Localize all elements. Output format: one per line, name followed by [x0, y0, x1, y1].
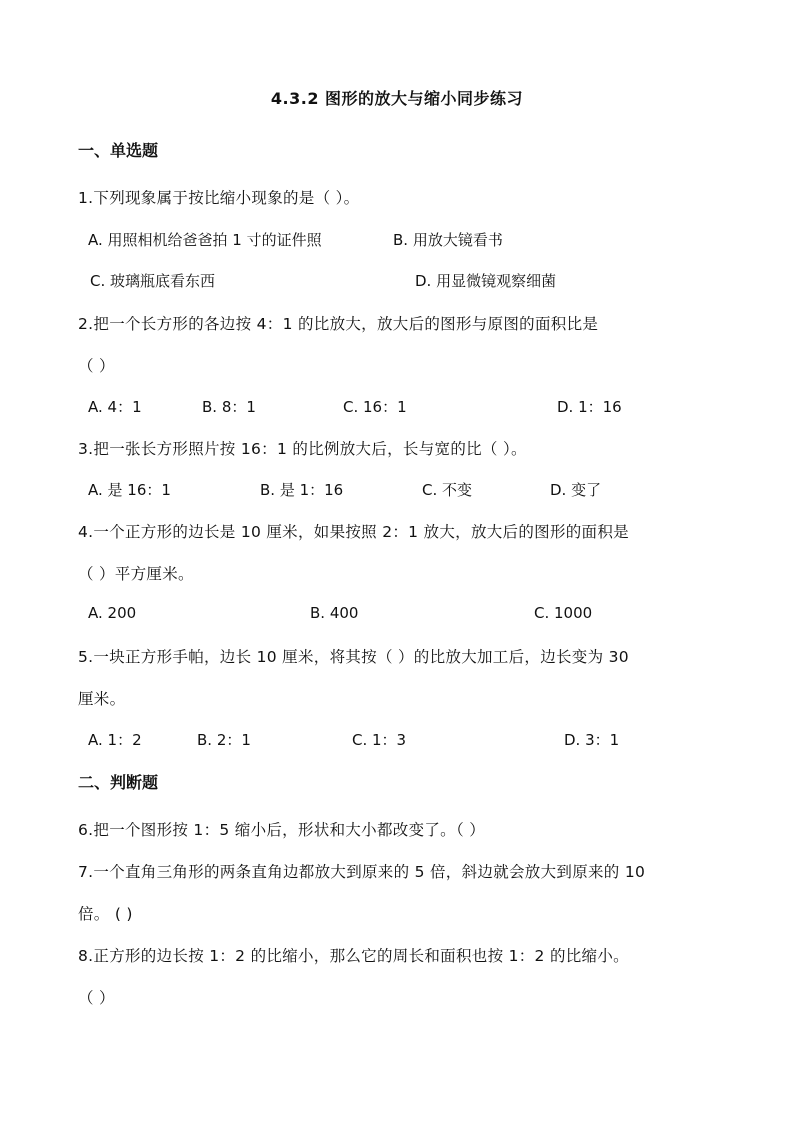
question-2-stem-line1: 2.把一个长方形的各边按 4：1 的比放大，放大后的图形与原图的面积比是	[78, 315, 599, 333]
question-3-option-a[interactable]: A. 是 16：1	[88, 481, 171, 499]
question-2-option-d[interactable]: D. 1：16	[557, 398, 622, 416]
question-8-stem-line1: 8.正方形的边长按 1：2 的比缩小，那么它的周长和面积也按 1：2 的比缩小。	[78, 947, 629, 965]
question-7-stem-line1: 7.一个直角三角形的两条直角边都放大到原来的 5 倍，斜边就会放大到原来的 10	[78, 863, 646, 881]
question-6-stem: 6.把一个图形按 1：5 缩小后，形状和大小都改变了。（ ）	[78, 821, 486, 839]
question-3-option-b[interactable]: B. 是 1：16	[260, 481, 344, 499]
question-5-option-b[interactable]: B. 2：1	[197, 731, 251, 749]
question-1-stem: 1.下列现象属于按比缩小现象的是（ ）。	[78, 189, 360, 207]
question-5-option-c[interactable]: C. 1：3	[352, 731, 407, 749]
question-4-stem-line2: （ ）平方厘米。	[78, 565, 194, 583]
section-true-false: 二、判断题	[78, 773, 159, 792]
question-3-option-d[interactable]: D. 变了	[550, 481, 602, 499]
question-5-option-d[interactable]: D. 3：1	[564, 731, 620, 749]
page-title: 4.3.2 图形的放大与缩小同步练习	[270, 89, 524, 108]
question-1-option-a[interactable]: A. 用照相机给爸爸拍 1 寸的证件照	[88, 231, 322, 249]
question-5-stem-line1: 5.一块正方形手帕，边长 10 厘米，将其按（ ）的比放大加工后，边长变为 30	[78, 648, 629, 666]
question-7-stem-line2: 倍。 ( )	[78, 905, 133, 923]
question-4-option-c[interactable]: C. 1000	[534, 604, 593, 622]
question-3-stem: 3.把一张长方形照片按 16：1 的比例放大后，长与宽的比（ ）。	[78, 440, 527, 458]
question-8-stem-line2: （ ）	[78, 989, 115, 1007]
question-2-option-c[interactable]: C. 16：1	[343, 398, 407, 416]
question-3-option-c[interactable]: C. 不变	[422, 481, 473, 499]
section-single-choice: 一、单选题	[78, 141, 159, 160]
question-4-option-b[interactable]: B. 400	[310, 604, 359, 622]
question-4-option-a[interactable]: A. 200	[88, 604, 137, 622]
question-1-option-c[interactable]: C. 玻璃瓶底看东西	[90, 272, 216, 290]
question-5-stem-line2: 厘米。	[78, 690, 126, 708]
question-4-stem-line1: 4.一个正方形的边长是 10 厘米，如果按照 2：1 放大，放大后的图形的面积是	[78, 523, 629, 541]
question-2-option-b[interactable]: B. 8：1	[202, 398, 256, 416]
question-2-stem-line2: （ ）	[78, 357, 115, 375]
question-1-option-b[interactable]: B. 用放大镜看书	[393, 231, 503, 249]
question-5-option-a[interactable]: A. 1：2	[88, 731, 142, 749]
question-1-option-d[interactable]: D. 用显微镜观察细菌	[415, 272, 557, 290]
question-2-option-a[interactable]: A. 4：1	[88, 398, 142, 416]
